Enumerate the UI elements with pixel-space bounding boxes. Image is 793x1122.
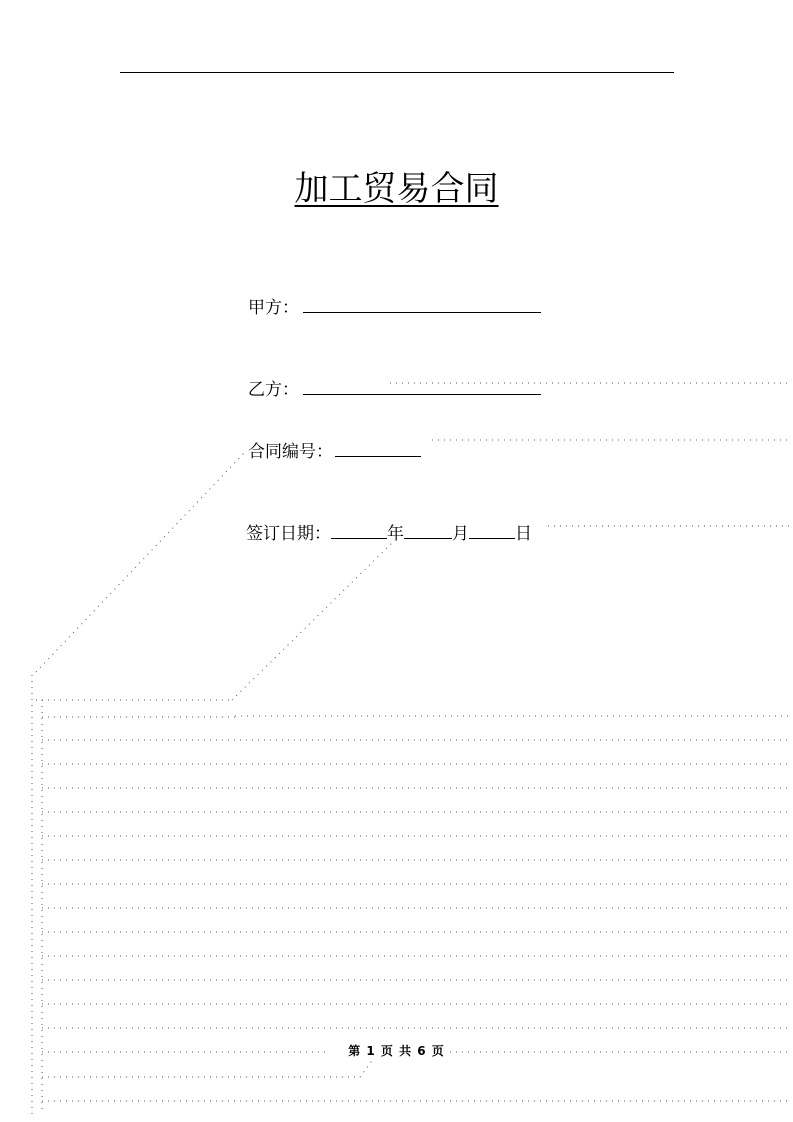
party-a-field [248,296,541,319]
party-b-blank [303,378,541,395]
party-a-blank [303,296,541,313]
party-a-label: 甲方： [248,298,299,318]
contract-number-label: 合同编号： [248,442,333,462]
party-b-field [248,378,541,401]
month-blank [404,522,452,539]
contract-number-field [248,440,421,463]
party-b-label: 乙方： [248,380,299,400]
day-blank [469,522,515,539]
header-rule [120,72,674,73]
month-label: 月 [452,524,469,544]
contract-title-text: 加工贸易合同 [294,169,499,209]
year-blank [331,522,387,539]
signing-date-label: 签订日期： [246,524,331,544]
contract-number-blank [335,440,421,457]
signing-date-field [246,522,532,545]
contract-title [0,168,793,210]
year-label: 年 [387,524,404,544]
day-label: 日 [515,524,532,544]
page-number-footer: 第 1 页 共 6 页 [348,1044,445,1058]
